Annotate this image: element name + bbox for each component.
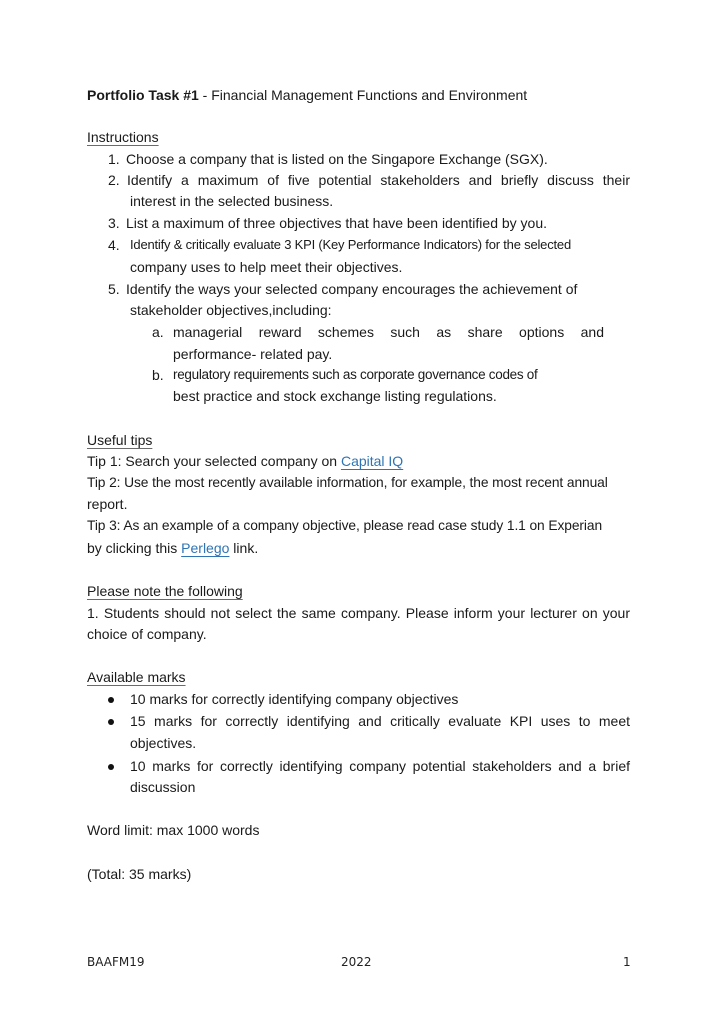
- total-marks: (Total: 35 marks): [87, 866, 192, 882]
- item-2-line-1: Identify a maximum of five potential stakeholders and briefly discuss their: [127, 172, 630, 188]
- note-line-2: choice of company.: [87, 626, 207, 642]
- perlego-link[interactable]: Perlego: [181, 540, 230, 556]
- tip-1-text: Tip 1: Search your selected company on: [87, 453, 341, 469]
- marks-bullet-2-line-1: 15 marks for correctly identifying and critically evaluate KPI uses to meet: [130, 713, 630, 729]
- marks-bullet-3-line-2: discussion: [130, 779, 196, 795]
- item-3-text: List a maximum of three objectives that have been identified by you.: [126, 215, 548, 231]
- note-heading: Please note the following: [87, 583, 243, 599]
- footer-page-number: 1: [623, 955, 631, 969]
- tip-3-post: link.: [229, 540, 259, 556]
- note-line-1: 1. Students should not select the same company. Please inform your lecturer on your: [87, 605, 630, 621]
- item-5-line-2: stakeholder objectives,including:: [130, 302, 332, 318]
- marks-bullet-3-line-1: 10 marks for correctly identifying company potential stakeholders and a brief: [130, 758, 630, 774]
- item-5-number: 5.: [108, 281, 120, 297]
- title-bold: Portfolio Task #1: [87, 87, 199, 103]
- tip-3-line-2: [87, 538, 258, 558]
- item-4-number: 4.: [108, 237, 120, 253]
- item-5-line-1: Identify the ways your selected company encourages the achievement of: [126, 281, 578, 297]
- item-2-line-2: interest in the selected business.: [130, 193, 334, 209]
- subitem-b-letter: b.: [152, 367, 164, 383]
- bullet-icon: [108, 764, 114, 770]
- bullet-icon: [108, 697, 114, 703]
- tips-heading: Useful tips: [87, 432, 153, 448]
- item-3-number: 3.: [108, 215, 120, 231]
- item-2-number: 2.: [108, 172, 120, 188]
- subitem-b-line-1: regulatory requirements such as corporate governance codes of: [173, 367, 538, 382]
- tip-2-line-1: Tip 2: Use the most recently available information, for example, the most recent annual: [87, 475, 608, 490]
- marks-bullet-1: 10 marks for correctly identifying company objectives: [130, 691, 459, 707]
- footer-year: 2022: [341, 955, 372, 969]
- page-title: [87, 85, 527, 105]
- footer-course-code: BAAFM19: [87, 955, 145, 969]
- title-rest: - Financial Management Functions and Environment: [198, 87, 528, 103]
- subitem-a-letter: a.: [152, 324, 164, 340]
- item-1-number: 1.: [108, 151, 120, 167]
- item-4-line-2: company uses to help meet their objectives.: [130, 259, 403, 275]
- instructions-heading: Instructions: [87, 129, 159, 145]
- marks-bullet-2-line-2: objectives.: [130, 735, 197, 751]
- tip-3-line-1: Tip 3: As an example of a company objective, please read case study 1.1 on Experian: [87, 518, 603, 533]
- tip-3-pre: by clicking this: [87, 540, 182, 556]
- item-4-line-1: Identify & critically evaluate 3 KPI (Key Performance Indicators) for the selected: [130, 237, 571, 252]
- item-1-text: Choose a company that is listed on the Singapore Exchange (SGX).: [126, 151, 548, 167]
- tip-1: [87, 451, 403, 471]
- subitem-b-line-2: best practice and stock exchange listing regulations.: [173, 388, 497, 404]
- bullet-icon: [108, 719, 114, 725]
- tip-2-line-2: report.: [87, 496, 128, 512]
- marks-heading: Available marks: [87, 669, 186, 685]
- subitem-a-line-1: managerial reward schemes such as share options and: [173, 324, 604, 340]
- subitem-a-line-2: performance- related pay.: [173, 346, 333, 362]
- capital-iq-link[interactable]: Capital IQ: [340, 453, 404, 469]
- word-limit: Word limit: max 1000 words: [87, 822, 260, 838]
